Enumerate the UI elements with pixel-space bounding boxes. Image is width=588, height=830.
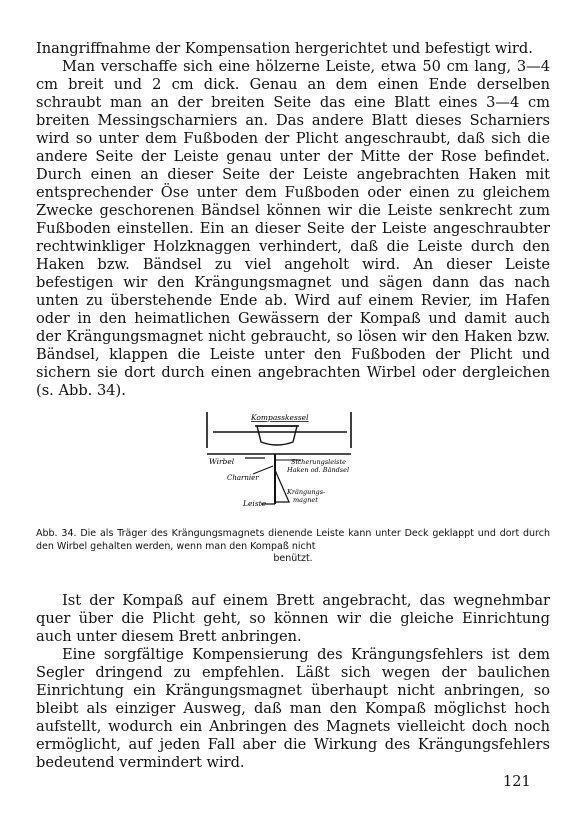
- charnier-line: [253, 466, 273, 474]
- label-safety: Sicherungsleiste: [291, 458, 346, 466]
- bottom-text-block: [36, 592, 550, 772]
- label-hinge: Charnier: [227, 474, 259, 482]
- label-compass-box: Kompasskessel: [251, 413, 309, 422]
- paragraph-brett: Ist der Kompaß auf einem Brett angebracht, das wegnehmbar quer über die Plicht geht, so können wir die gleiche Einrichtung auch unter diesem Brett anbringen.: [36, 592, 550, 645]
- figure-caption: [36, 528, 550, 566]
- compass-bowl: [257, 426, 297, 445]
- label-bolt: Wirbel: [209, 457, 235, 466]
- page-number: 121: [503, 774, 531, 790]
- label-magnet2: magnet: [293, 496, 318, 504]
- magnet-triangle: [275, 470, 289, 502]
- top-text-block: [36, 40, 550, 400]
- paragraph-leiste-instructions: Man verschaffe sich eine hölzerne Leiste, etwa 50 cm lang, 3—4 cm breit und 2 cm dick. Genau an dem einen Ende derselben schraubt man an der breiten Seite das eine Blatt eines 3—4 cm breiten Messingscharniers an. Das andere Blatt dieses Scharniers wird so unter dem Fußboden der Plicht angeschraubt, daß sich die andere Seite der Leiste genau unter der Mitte der Rose befindet. Durch einen an dieser Seite der Leiste angebrachten Haken mit entsprechender Öse unter dem Fußboden oder einen zu gleichem Zwecke geschorenen Bändsel können wir die Leiste senkrecht zum Fußboden einstellen. Ein an dieser Seite der Leiste angeschraubter rechtwinkliger Holzknaggen verhindert, daß die Leiste durch den Haken bzw. Bändsel zu viel angeholt wird. An dieser Leiste befestigen wir den Krängungsmagnet und sägen dann das nach unten zu überstehende Ende ab. Wird auf einem Revier, im Hafen oder in den heimatlichen Gewässern der Kompaß und damit auch der Krängungsmagnet nicht gebraucht, so lösen wir den Haken bzw. Bändsel, klappen die Leiste unter den Fußboden der Plicht und sichern sie dort durch einen angebrachten Wirbel oder dergleichen (s. Abb. 34).: [36, 58, 550, 399]
- label-bar: Leiste: [243, 499, 267, 508]
- label-safety2: Haken od. Bändsel: [287, 466, 350, 474]
- figure-34-diagram: [205, 408, 375, 518]
- label-magnet: Krängungs-: [287, 488, 326, 496]
- paragraph-continuation: Inangriffnahme der Kompensation hergerichtet und befestigt wird.: [36, 40, 533, 57]
- caption-last-line: benützt.: [273, 553, 313, 564]
- paragraph-kompensierung: Eine sorgfältige Kompensierung des Krängungsfehlers ist dem Segler dringend zu empfehlen. Läßt sich wegen der baulichen Einrichtung ein Krängungsmagnet überhaupt nicht anbringen, so bleibt als einziger Ausweg, daß man den Kompaß möglichst hoch aufstellt, wodurch ein Anbringen des Magnets vielleicht doch noch ermöglicht, auf jeden Fall aber die Wirkung des Krängungsfehlers bedeutend vermindert wird.: [36, 646, 550, 771]
- caption-text: Abb. 34. Die als Träger des Krängungsmagnets dienende Leiste kann unter Deck geklappt und dort durch den Wirbel gehalten werden, wenn man den Kompaß nicht: [36, 528, 550, 552]
